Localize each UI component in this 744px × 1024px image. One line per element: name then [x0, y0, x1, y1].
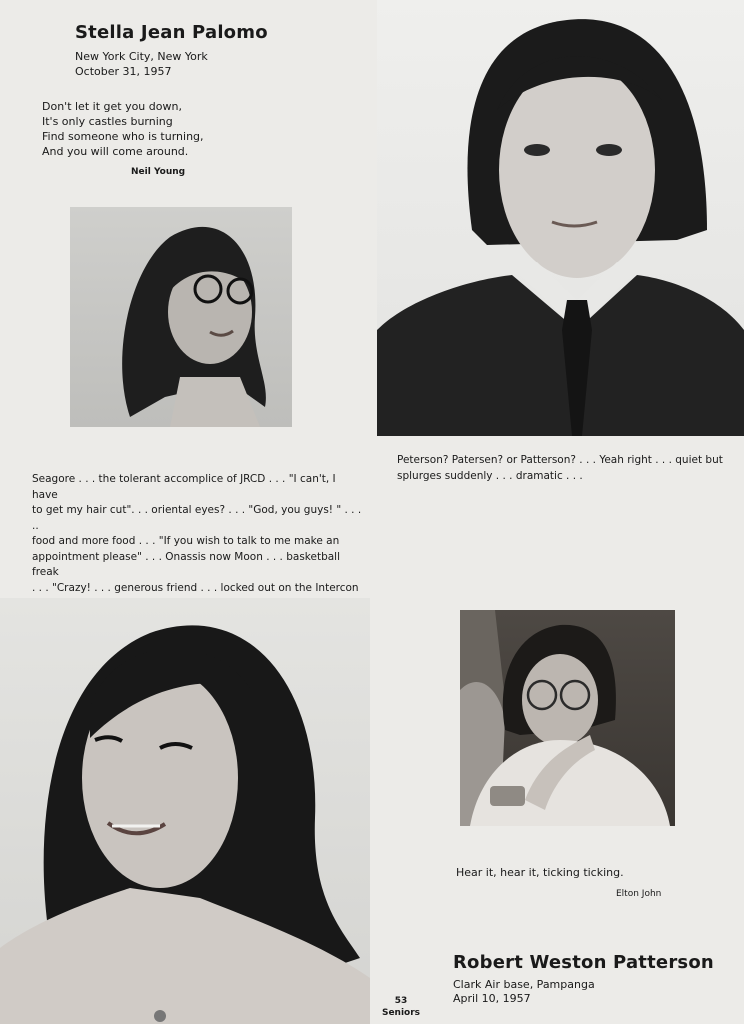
- quote-line: Find someone who is turning,: [42, 130, 204, 143]
- robert-bio: [397, 453, 727, 484]
- bio-line: to get my hair cut". . . oriental eyes? . . . "God, you guys! " . . . ..: [32, 504, 362, 532]
- bio-line: Seagore . . . the tolerant accomplice of JRCD . . . "I can't, I have: [32, 473, 336, 501]
- robert-hometown: Clark Air base, Pampanga: [453, 978, 595, 991]
- bio-line: appointment please" . . . Onassis now Moon . . . basketball freak: [32, 550, 341, 578]
- photo-stella-portrait: [0, 598, 370, 1024]
- robert-quote-author: Elton John: [616, 889, 662, 899]
- bio-line: . . . "Crazy! . . . generous friend . . . locked out on the Intercon: [32, 581, 359, 594]
- robert-birthdate: April 10, 1957: [453, 992, 531, 1005]
- robert-quote: Hear it, hear it, ticking ticking.: [456, 866, 624, 879]
- bio-line: splurges suddenly . . . dramatic . . .: [397, 469, 583, 482]
- section-label: Seniors: [381, 1008, 421, 1018]
- stella-name: Stella Jean Palomo: [75, 22, 268, 43]
- stella-quote-author: Neil Young: [131, 167, 186, 177]
- photo-robert-candid: [460, 610, 675, 826]
- bio-line: food and more food . . . "If you wish to talk to me make an: [32, 535, 340, 547]
- quote-line: Don't let it get you down,: [42, 100, 182, 113]
- stella-hometown: New York City, New York: [75, 50, 208, 63]
- quote-line: It's only castles burning: [42, 115, 173, 128]
- bio-line: Peterson? Patersen? or Patterson? . . . Yeah right . . . quiet but: [397, 454, 723, 466]
- stella-birthdate: October 31, 1957: [75, 65, 172, 78]
- quote-line: And you will come around.: [42, 145, 189, 158]
- photo-robert-suit: [377, 0, 744, 436]
- stella-quote: [42, 99, 242, 159]
- robert-name: Robert Weston Patterson: [453, 952, 714, 973]
- photo-stella-glasses: [70, 207, 292, 427]
- page-number: 53: [394, 996, 408, 1006]
